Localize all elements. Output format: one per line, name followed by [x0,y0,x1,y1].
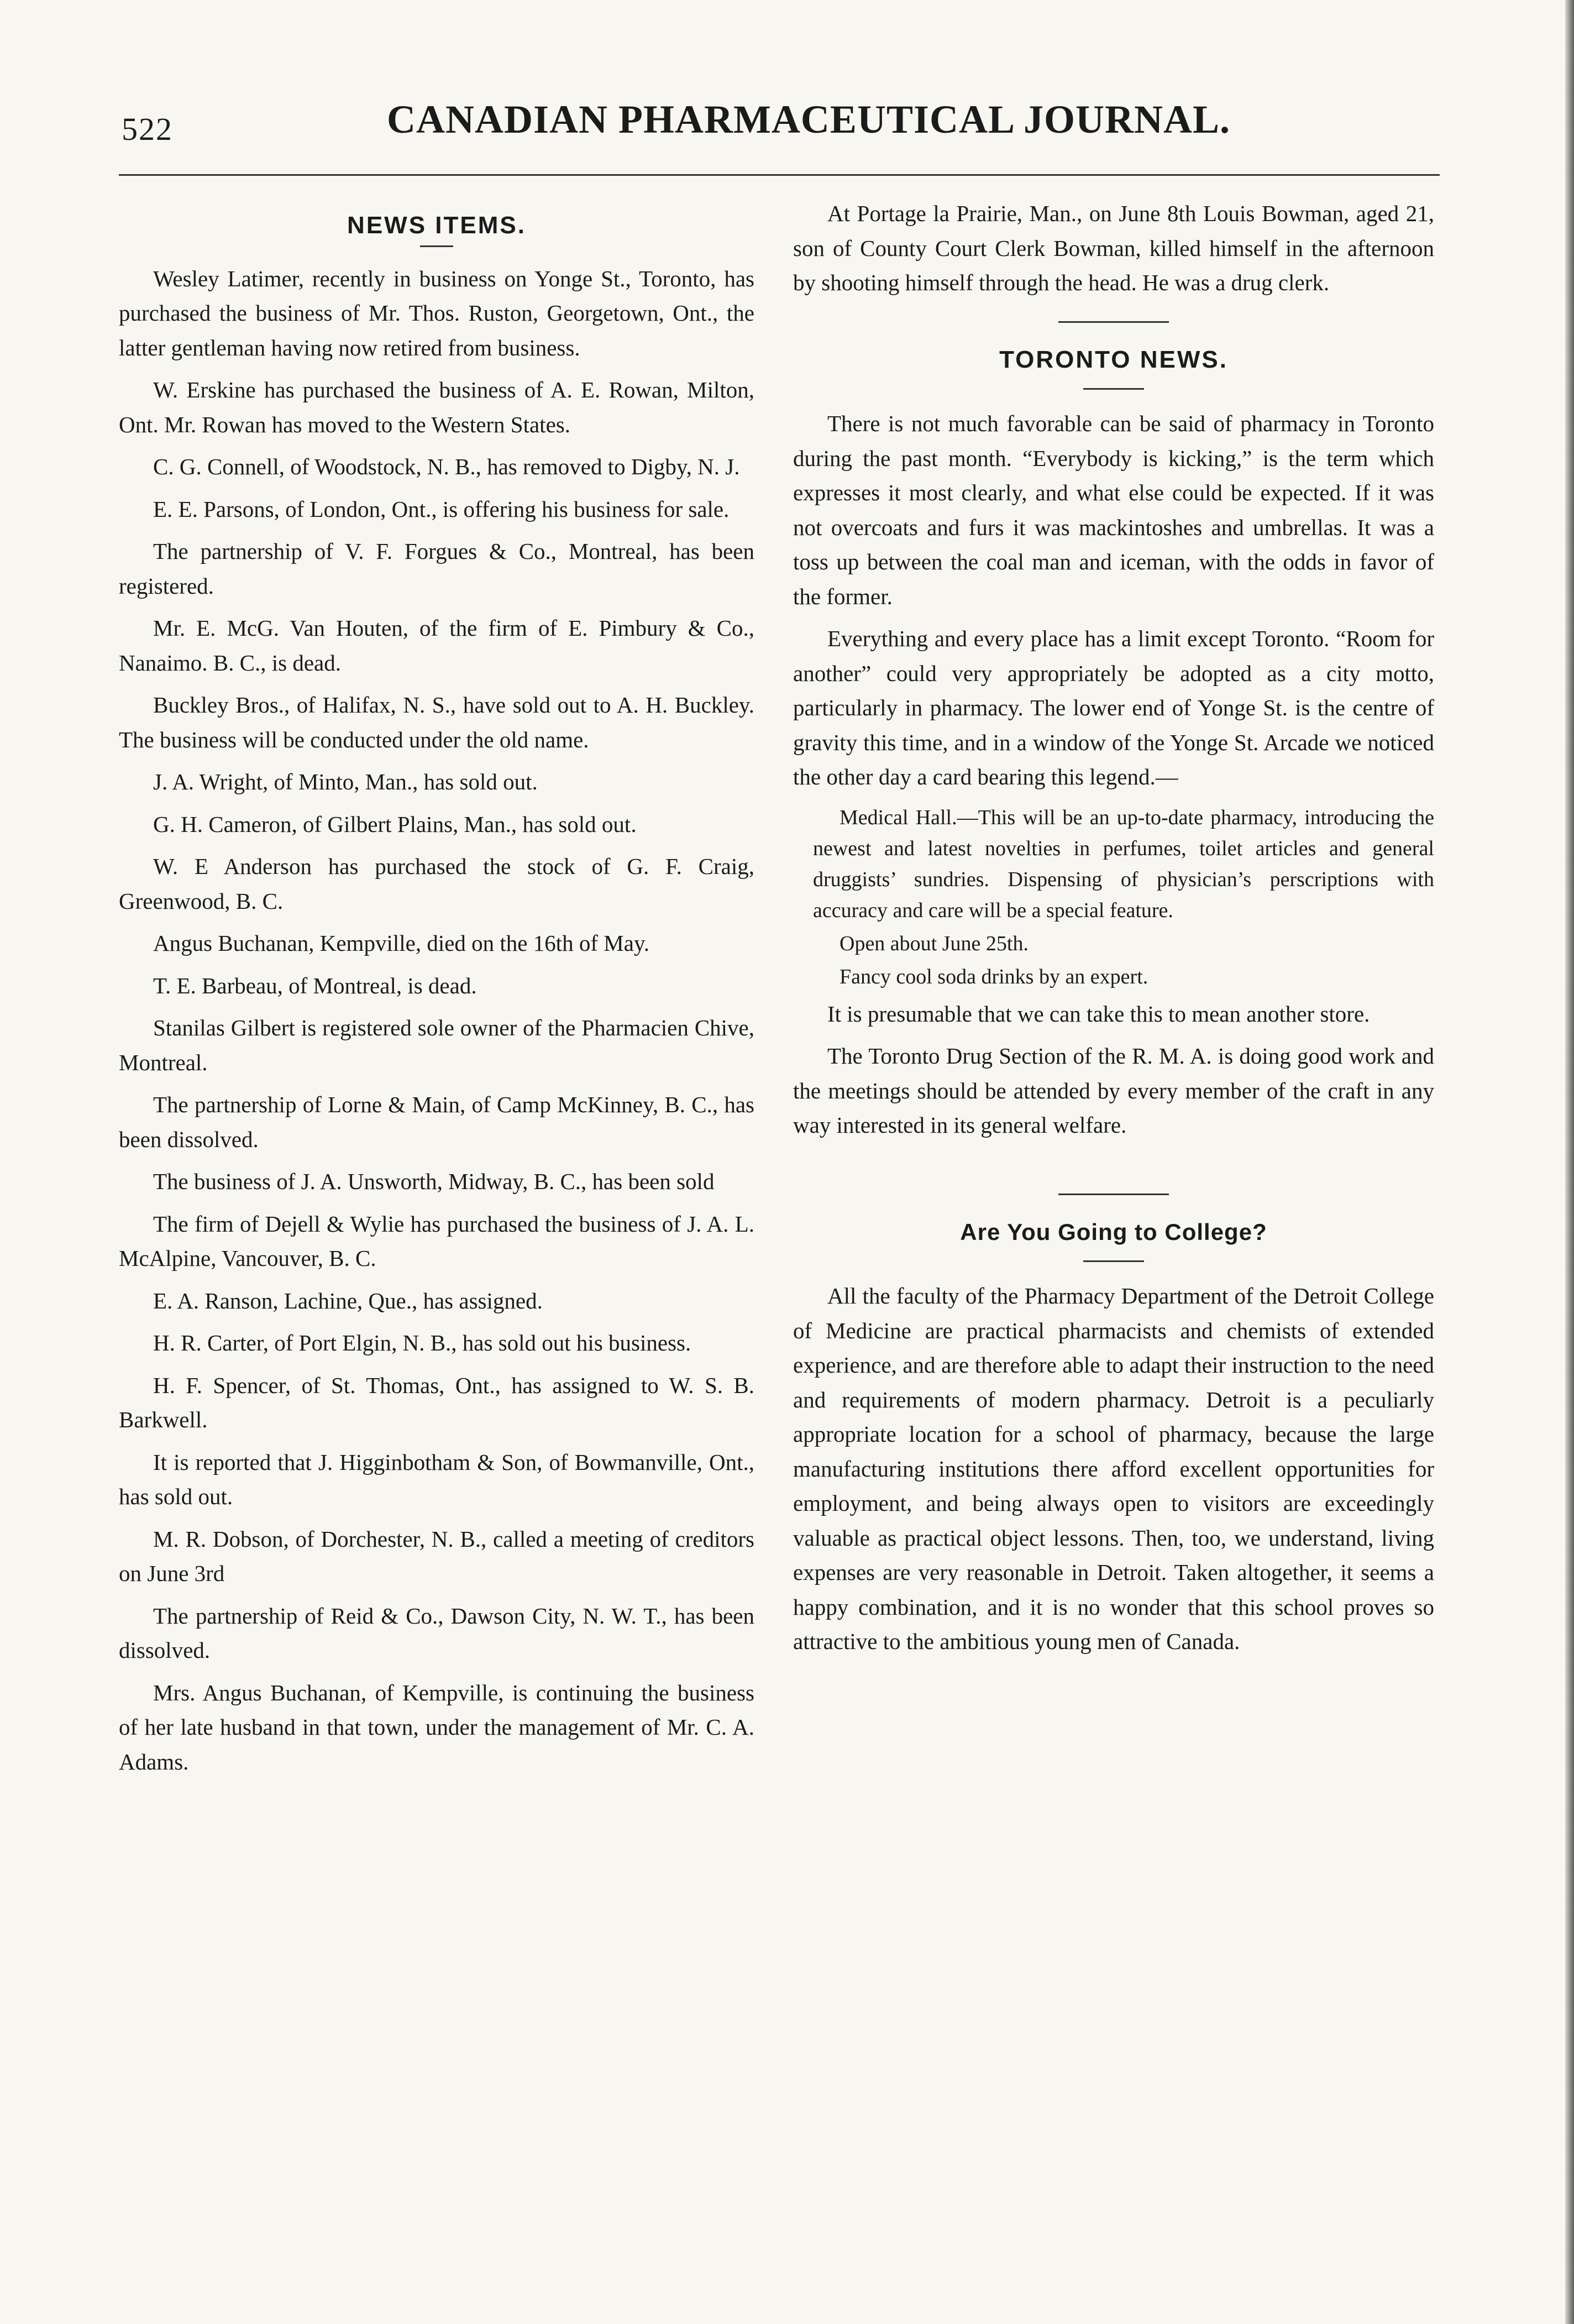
news-item: H. F. Spencer, of St. Thomas, Ont., has assigned to W. S. B. Barkwell. [119,1372,754,1432]
right-column [793,196,1434,1667]
news-item: Stanilas Gilbert is registered sole owner of the Pharmacien Chive, Montreal. [119,1015,754,1075]
news-item: Mrs. Angus Buchanan, of Kempville, is continuing the business of her late husband in that town, under the management of Mr. C. A. Adams. [119,1679,754,1775]
toronto-news-heading: TORONTO NEWS. [999,346,1228,373]
toronto-paragraph: There is not much favorable can be said of pharmacy in Toronto during the past month. “Everybody is kicking,” is the term which expresses it most clearly, and what else could be expected. If it was not overcoats and furs it was mackintoshes and umbrellas. It was a toss up between the coal man and iceman, with the odds in favor of the former. [793,411,1434,609]
page-edge [1565,0,1574,2324]
legend-soda: Fancy cool soda drinks by an expert. [840,965,1148,988]
news-item: Buckley Bros., of Halifax, N. S., have sold out to A. H. Buckley. The business will be conducted under the old name. [119,692,754,752]
news-item: The firm of Dejell & Wylie has purchased the business of J. A. L. McAlpine, Vancouver, B. C. [119,1211,754,1271]
news-item: W. Erskine has purchased the business of A. E. Rowan, Milton, Ont. Mr. Rowan has moved to the Western States. [119,377,754,437]
news-item: J. A. Wright, of Minto, Man., has sold out. [153,769,538,794]
news-item: The partnership of Lorne & Main, of Camp McKinney, B. C., has been dissolved. [119,1092,754,1152]
news-item: M. R. Dobson, of Dorchester, N. B., called a meeting of creditors on June 3rd [119,1526,754,1586]
news-item: The partnership of Reid & Co., Dawson City, N. W. T., has been dissolved. [119,1603,754,1663]
news-item: T. E. Barbeau, of Montreal, is dead. [153,972,477,998]
news-item: Angus Buchanan, Kempville, died on the 16th of May. [153,930,650,956]
news-item: Mr. E. McG. Van Houten, of the firm of E. Pimbury & Co., Nanaimo. B. C., is dead. [119,615,754,676]
news-item: H. R. Carter, of Port Elgin, N. B., has sold out his business. [153,1330,691,1355]
news-item: G. H. Cameron, of Gilbert Plains, Man., has sold out. [153,811,637,837]
news-item: It is reported that J. Higginbotham & Son, of Bowmanville, Ont., has sold out. [119,1449,754,1509]
heading-rule [1083,388,1144,390]
journal-title: CANADIAN PHARMACEUTICAL JOURNAL. [387,97,1231,142]
news-item: E. E. Parsons, of London, Ont., is offering his business for sale. [153,496,730,522]
heading-rule [420,245,453,247]
college-paragraph: All the faculty of the Pharmacy Department of the Detroit College of Medicine are practical pharmacists and chemists of extended experience, and are therefore able to adapt their instruction to the need and requirements of modern pharmacy. Detroit is a peculiarly appropriate location for a school of pharmacy, because the large manufacturing institutions there afford excellent opportunities for employment, and being always open to visitors are exceedingly valuable as practical object lessons. Then, too, we understand, living expenses are very reasonable in Detroit. Taken altogether, it seems a happy combination, and it is no wonder that this school proves so attractive to the ambitious young men of Canada. [793,1283,1434,1654]
news-item: The partnership of V. F. Forgues & Co., Montreal, has been registered. [119,538,754,599]
section-divider [1058,321,1169,323]
toronto-paragraph: It is presumable that we can take this to mean another store. [827,1001,1370,1027]
news-item: C. G. Connell, of Woodstock, N. B., has removed to Digby, N. J. [153,454,740,479]
legend-open-date: Open about June 25th. [840,931,1029,955]
section-divider [1058,1194,1169,1195]
portage-item: At Portage la Prairie, Man., on June 8th Louis Bowman, aged 21, son of County Court Clerk Bowman, killed himself in the afternoon by shooting himself through the head. He was a drug clerk. [793,201,1434,295]
toronto-paragraph: Everything and every place has a limit except Toronto. “Room for another” could very appropriately be adopted as a city motto, particularly in pharmacy. The lower end of Yonge St. is the centre of gravity this time, and in a window of the Yonge St. Arcade we noticed the other day a card bearing this legend.— [793,626,1434,789]
page-number: 522 [122,111,173,147]
heading-rule [1083,1260,1144,1262]
news-item: Wesley Latimer, recently in business on Yonge St., Toronto, has purchased the business of Mr. Thos. Ruston, Georgetown, Ont., the latter gentleman having now retired from business. [119,265,754,360]
news-item: W. E Anderson has purchased the stock of G. F. Craig, Greenwood, B. C. [119,854,754,914]
header-rule [119,174,1440,176]
news-item: The business of J. A. Unsworth, Midway, B. C., has been sold [153,1169,715,1194]
left-column [119,196,754,1787]
toronto-paragraph: The Toronto Drug Section of the R. M. A. is doing good work and the meetings should be attended by every member of the craft in any way interested in its general welfare. [793,1043,1434,1138]
legend-text: Medical Hall.—This will be an up-to-date pharmacy, introducing the newest and latest novelties in perfumes, toilet articles and general druggists’ sundries. Dispensing of physician’s perscriptions with accuracy and care will be a special feature. [813,805,1434,922]
college-heading: Are You Going to College? [960,1218,1267,1245]
news-item: E. A. Ranson, Lachine, Que., has assigned. [153,1287,543,1313]
news-items-heading: NEWS ITEMS. [347,212,526,239]
card-legend [813,802,1434,992]
